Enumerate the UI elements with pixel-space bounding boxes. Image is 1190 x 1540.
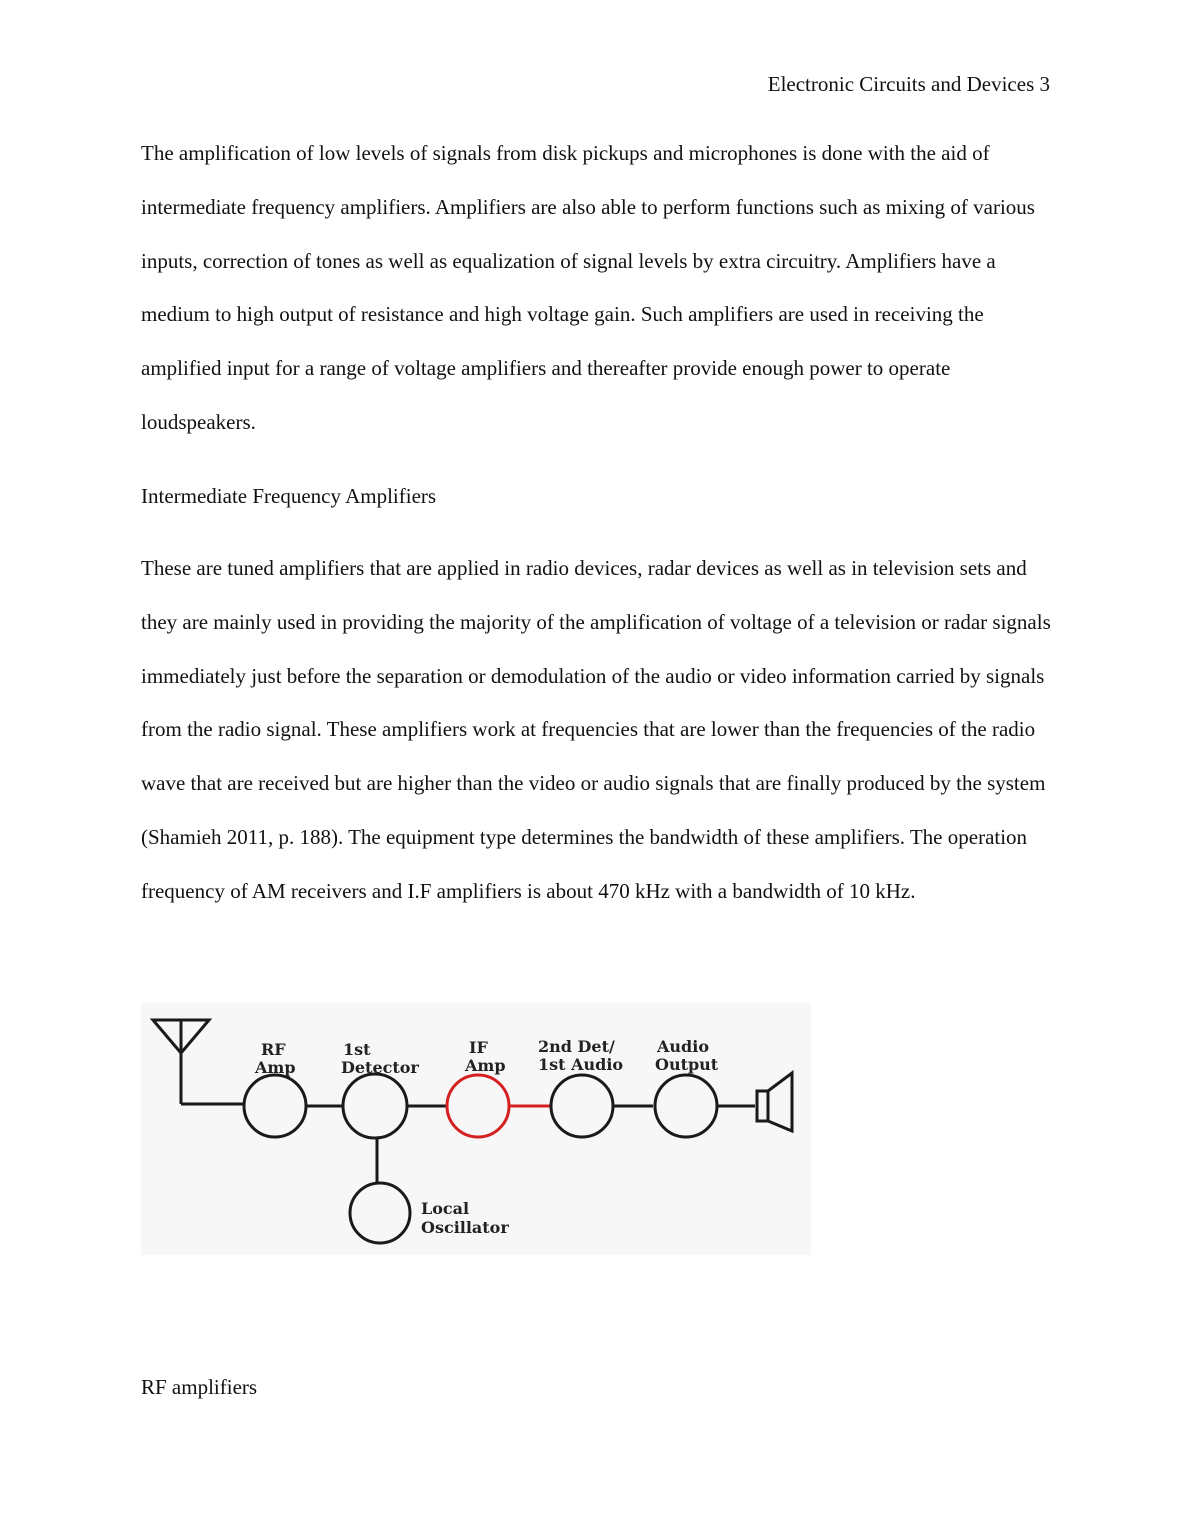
- oscillator-label-line1: Local: [421, 1199, 470, 1218]
- det2-label-line1: 2nd Det/: [538, 1037, 615, 1056]
- if-amp-label-line1: IF: [469, 1038, 488, 1057]
- local-oscillator-stage: [350, 1183, 410, 1243]
- if-amp-label-line2: Amp: [465, 1056, 506, 1075]
- signal-wires: [307, 1106, 755, 1184]
- audio-output-stage: [655, 1075, 717, 1137]
- oscillator-label-line2: Oscillator: [421, 1218, 509, 1237]
- detector-label-line2: Detector: [341, 1058, 419, 1077]
- paragraph-amplification: The amplification of low levels of signals from disk pickups and microphones is done with the aid of intermediate frequency amplifiers. Amplifiers are also able to perform functions such as mixing of various inputs, correction of tones as well as equalization of signal levels by extra circuitry. Amplifiers have a medium to high output of resistance and high voltage gain. Such amplifiers are used in receiving the amplified input for a range of voltage amplifiers and thereafter provide enough power to operate loudspeakers.: [141, 141, 1035, 434]
- second-detector-stage: [551, 1075, 613, 1137]
- speaker-icon: [757, 1073, 792, 1131]
- paragraph-if-amplifiers: These are tuned amplifiers that are applied in radio devices, radar devices as well as in television sets and they are mainly used in providing the majority of the amplification of voltage of a television or radar signals immediately just before the separation or demodulation of the audio or video information carried by signals from the radio signal. These amplifiers work at frequencies that are lower than the frequencies of the radio wave that are received but are higher than the video or audio signals that are finally produced by the system (Shamieh 2011, p. 188). The equipment type determines the bandwidth of these amplifiers. The operation frequency of AM receivers and I.F amplifiers is about 470 kHz with a bandwidth of 10 kHz.: [141, 556, 1051, 903]
- section-heading-rf-amplifiers: RF amplifiers: [141, 1375, 258, 1399]
- rf-amp-label-line1: RF: [261, 1040, 286, 1059]
- antenna-icon: [153, 1020, 243, 1104]
- det2-label-line2: 1st Audio: [538, 1055, 624, 1074]
- receiver-block-diagram-svg: [141, 1003, 811, 1255]
- detector-label-line1: 1st: [343, 1040, 371, 1059]
- audio-output-label-line2: Output: [655, 1055, 719, 1074]
- rf-amp-label-line2: Amp: [255, 1058, 296, 1077]
- first-detector-stage: [343, 1074, 407, 1138]
- if-amp-stage: [447, 1075, 509, 1137]
- section-heading-if-amplifiers: Intermediate Frequency Amplifiers: [141, 484, 437, 508]
- running-head: Electronic Circuits and Devices 3: [767, 72, 1050, 96]
- receiver-block-diagram: [141, 1003, 811, 1255]
- rf-amp-stage: [244, 1075, 306, 1137]
- audio-output-label-line1: Audio: [657, 1037, 709, 1056]
